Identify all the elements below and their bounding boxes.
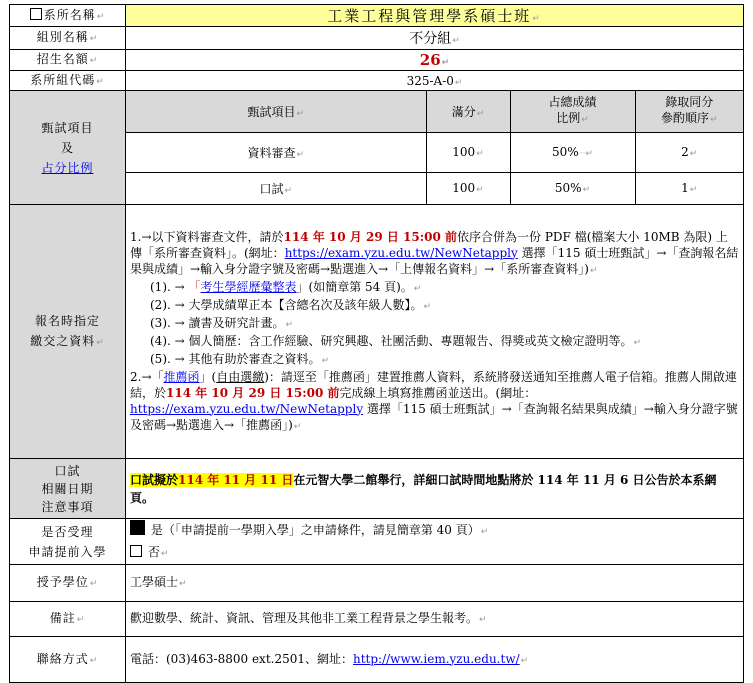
early-label-line2: 申請提前入學	[28, 544, 107, 559]
notes-label: 備註↵	[10, 602, 126, 637]
docs-item-2: (2). → 大學成績單正本【含總名次及該年級人數】。↵	[150, 297, 432, 312]
department-website-link[interactable]: http://www.iem.yzu.edu.tw/	[353, 651, 520, 666]
header-full: 滿分↵	[426, 91, 510, 132]
notes-value: 歡迎數學、統計、資訊、管理及其他非工業工程背景之學生報考。↵	[126, 602, 744, 637]
header-ratio: 占總成績 比例↵	[510, 91, 635, 132]
interview-label-line1: 口試	[54, 463, 81, 478]
header-order: 錄取同分 參酌順序↵	[635, 91, 743, 132]
interview-content: 口試擬於114 年 11 月 11 日在元智大學二館舉行，詳細口試時間地點將於 114 年 11 月 6 日公告於本系網頁。	[126, 459, 744, 519]
group-name-value: 不分組↵	[126, 27, 744, 50]
docs-item-1: (1). → 「考生學經歷彙整表」(如簡章第 54 頁)。↵	[150, 279, 422, 294]
row-code	[10, 71, 744, 91]
docs-content	[126, 205, 744, 459]
group-name-label: 組別名稱↵	[10, 27, 126, 50]
docs-label: 報名時指定 繳交之資料↵	[10, 205, 126, 459]
contact-label: 聯絡方式↵	[10, 637, 126, 683]
exam-label-line1: 甄試項目	[41, 120, 94, 135]
exam-item-name: 口試↵	[126, 172, 426, 204]
code-value: 325-A-0↵	[126, 71, 744, 91]
deadline-date: 114 年 10 月 29 日 15:00 前	[283, 229, 458, 244]
header-item: 甄試項目↵	[126, 91, 426, 132]
interview-date: 114 年 11 月 11 日	[178, 472, 294, 487]
docs-item-3: (3). → 讀書及研究計畫。↵	[150, 315, 294, 330]
row-notes	[10, 602, 744, 637]
unchecked-box-icon	[130, 545, 142, 557]
docs-label-line2: 繳交之資料	[30, 333, 96, 348]
exam-link-2[interactable]: https://exam.yzu.edu.tw/NewNetapply	[130, 401, 364, 416]
row-degree	[10, 565, 744, 602]
code-label: 系所組代碼↵	[10, 71, 126, 91]
row-dept-name	[10, 5, 744, 27]
experience-form-link[interactable]: 考生學經歷彙整表	[200, 279, 297, 294]
exam-link-1[interactable]: https://exam.yzu.edu.tw/NewNetapply	[284, 245, 518, 260]
exam-row-review	[126, 132, 743, 172]
row-exam	[10, 91, 744, 205]
checkbox-icon	[30, 8, 42, 20]
row-early	[10, 519, 744, 565]
exam-header-row	[126, 91, 743, 132]
interview-label-line3: 注意事項	[41, 499, 94, 514]
early-label-line1: 是否受理	[41, 524, 94, 539]
row-interview	[10, 459, 744, 519]
early-no-option[interactable]: 否↵	[130, 542, 739, 564]
recommendation-link[interactable]: 推薦函	[163, 369, 200, 384]
docs-paragraph-1: 1.→以下資料審查文件，請於114 年 10 月 29 日 15:00 前依序合併為一份 PDF 檔(檔案大小 10MB 為限) 上傳「系所審查資料」。(網址：https://exam.yzu.edu.tw/NewNetapply 選擇「115 碩士班甄試」→「查詢報名結果與成績」→輸入身分證字號及密碼→點選進入→「上傳報名資料」→「系所審查資料」)↵	[130, 229, 739, 276]
docs-item-5: (5). → 其他有助於審查之資料。↵	[150, 351, 330, 366]
row-contact	[10, 637, 744, 683]
contact-value: 電話：(03)463-8800 ext.2501、網址：http://www.iem.yzu.edu.tw/↵	[126, 637, 744, 683]
exam-row-interview	[126, 172, 743, 204]
degree-label: 授予學位↵	[10, 565, 126, 602]
early-yes-option[interactable]: 是（「申請提前一學期入學」之申請條件，請見簡章第 40 頁）↵	[130, 520, 739, 542]
docs-paragraph-2: 2.→「推薦函」(自由選繳)：請逕至「推薦函」建置推薦人資料，系統將發送通知至推薦人電子信箱。推薦人開啟連結，於114 年 10 月 29 日 15:00 前完成線上填寫推薦函並送出。(網址：https://exam.yzu.edu.tw/NewNetapply 選擇「115 碩士班甄試」→「查詢報名結果與成績」→輸入身分證字號及密碼→點選進入→「推薦函」)↵	[130, 369, 738, 432]
exam-cell	[126, 91, 744, 205]
exam-item-ratio: 50%··↵	[510, 132, 635, 172]
row-docs	[10, 205, 744, 459]
row-quota	[10, 50, 744, 71]
exam-inner-table	[126, 91, 743, 204]
early-label	[10, 519, 126, 565]
exam-item-order: 1↵	[635, 172, 743, 204]
exam-label-line3: 占分比例	[41, 160, 94, 175]
early-content	[126, 519, 744, 565]
exam-item-name: 資料審查↵	[126, 132, 426, 172]
dept-name-label: 系所名稱↵	[10, 5, 126, 27]
docs-item-4: (4). → 個人簡歷：含工作經驗、研究興趣、社團活動、專題報告、得獎或英文檢定證明等。↵	[150, 333, 642, 348]
quota-value: 26↵	[126, 50, 744, 71]
quota-label: 招生名額↵	[10, 50, 126, 71]
interview-label	[10, 459, 126, 519]
optional-tag: 自由選繳	[216, 369, 265, 384]
interview-label-line2: 相關日期	[41, 481, 94, 496]
exam-item-full: 100↵	[426, 172, 510, 204]
exam-label	[10, 91, 126, 205]
recommendation-deadline: 114 年 10 月 29 日 15:00 前	[166, 385, 340, 400]
admission-table	[9, 4, 744, 683]
exam-item-order: 2↵	[635, 132, 743, 172]
degree-value: 工學碩士↵	[126, 565, 744, 602]
checked-box-icon	[130, 520, 145, 535]
dept-name-value: 工業工程與管理學系碩士班↵	[126, 5, 744, 27]
row-group-name	[10, 27, 744, 50]
exam-item-ratio: 50%↵	[510, 172, 635, 204]
exam-label-line2: 及	[60, 140, 74, 155]
exam-item-full: 100↵	[426, 132, 510, 172]
docs-label-line1: 報名時指定	[34, 313, 100, 328]
